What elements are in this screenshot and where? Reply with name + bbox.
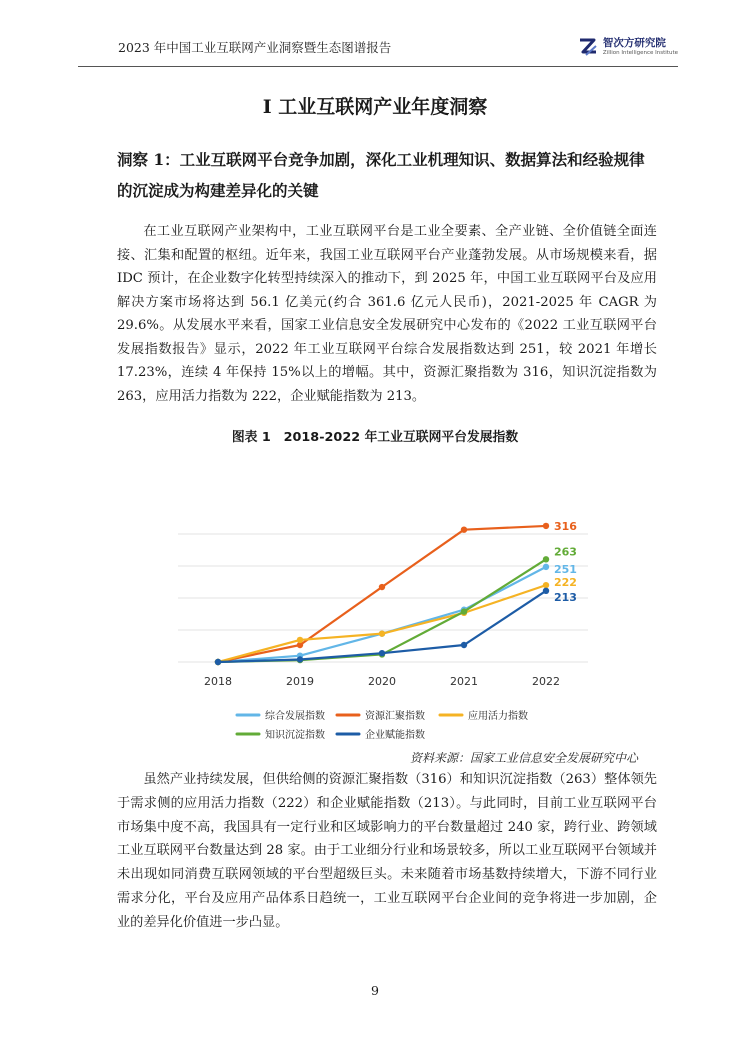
legend-label: 应用活力指数 (468, 711, 528, 722)
legend-label: 企业赋能指数 (365, 730, 425, 741)
logo-name-en: Zillion Intelligence Institute (602, 49, 678, 56)
data-point (297, 637, 303, 643)
data-point (543, 556, 549, 562)
data-point (543, 523, 549, 529)
data-point (379, 630, 385, 636)
body-paragraph-1: 在工业互联网产业架构中，工业互联网平台是工业全要素、全产业链、全价值链全面连接、汇集和配置的枢纽。近年来，我国工业互联网平台产业蓬勃发展。从市场规模来看，据 IDC 预计，在企业数字化转型持续深入的推动下，到 2025 年，中国工业互联网平台及应用解决方案市场将达到 56.1 亿美元(约合 361.6 亿元人民币)，2021-2025 年 CAGR 为 29.6%。从发展水平来看，国家工业信息安全发展研究中心发布的《2022 工业互联网平台发展指数报告》显示，2022 年工业互联网平台综合发展指数达到 251，较 2021 年增长 17.23%，连续 4 年保持 15%以上的增幅。其中，资源汇聚指数为 316，知识沉淀指数为 263，应用活力指数为 222，企业赋能指数为 213。 (117, 224, 657, 404)
page-header (78, 32, 678, 67)
data-point (543, 582, 549, 588)
chart-series (215, 523, 549, 665)
development-index-line-chart (0, 450, 750, 750)
data-point (379, 584, 385, 590)
series-line (218, 526, 546, 662)
data-label: 263 (554, 545, 577, 559)
x-tick-label: 2019 (286, 675, 314, 688)
data-point (215, 659, 221, 665)
data-label: 316 (554, 519, 577, 533)
x-tick-label: 2022 (532, 675, 560, 688)
chart-gridlines (178, 534, 588, 662)
publisher-logo (577, 36, 678, 58)
source-note: 资料来源：国家工业信息安全发展研究中心 (409, 751, 638, 765)
report-title: 2023 年中国工业互联网产业洞察暨生态图谱报告 (118, 40, 392, 55)
data-label: 251 (554, 562, 577, 576)
data-point (461, 642, 467, 648)
legend-label: 资源汇聚指数 (365, 711, 425, 722)
section-title: I 工业互联网产业年度洞察 (262, 96, 488, 118)
x-tick-label: 2018 (204, 675, 232, 688)
legend-label: 知识沉淀指数 (265, 730, 325, 741)
legend-label: 综合发展指数 (265, 711, 325, 722)
data-label: 213 (554, 590, 577, 604)
data-point (297, 656, 303, 662)
page-number: 9 (371, 983, 379, 998)
data-point (461, 608, 467, 614)
data-point (543, 564, 549, 570)
series-line (218, 559, 546, 662)
chart-x-axis (204, 675, 560, 688)
x-tick-label: 2021 (450, 675, 478, 688)
zhicifang-logo-icon (577, 36, 599, 58)
body-paragraph-2: 虽然产业持续发展，但供给侧的资源汇聚指数（316）和知识沉淀指数（263）整体领先于需求侧的应用活力指数（222）和企业赋能指数（213）。与此同时，目前工业互联网平台市场集中度不高，我国具有一定行业和区域影响力的平台数量超过 240 家，跨行业、跨领域工业互联网平台数量达到 28 家。由于工业细分行业和场景较多，所以工业互联网平台领域并未出现如同消费互联网领域的平台型超级巨头。未来随着市场基数持续增大，下游不同行业需求分化，平台及应用产品体系日趋统一，工业互联网平台企业间的竞争将进一步加剧，企业的差异化价值进一步凸显。 (117, 772, 657, 930)
figure-caption: 图表 1 2018-2022 年工业互联网平台发展指数 (231, 430, 519, 445)
data-point (461, 527, 467, 533)
chart-legend (237, 709, 528, 741)
x-tick-label: 2020 (368, 675, 396, 688)
data-point (543, 588, 549, 594)
data-label: 222 (554, 576, 577, 590)
chart-end-labels (554, 520, 577, 604)
insight-heading: 洞察 1：工业互联网平台竞争加剧，深化工业机理知识、数据算法和经验规律的沉淀成为构建差异化的关键 (117, 150, 645, 200)
data-point (379, 650, 385, 656)
logo-name-cn: 智次方研究院 (602, 37, 666, 49)
